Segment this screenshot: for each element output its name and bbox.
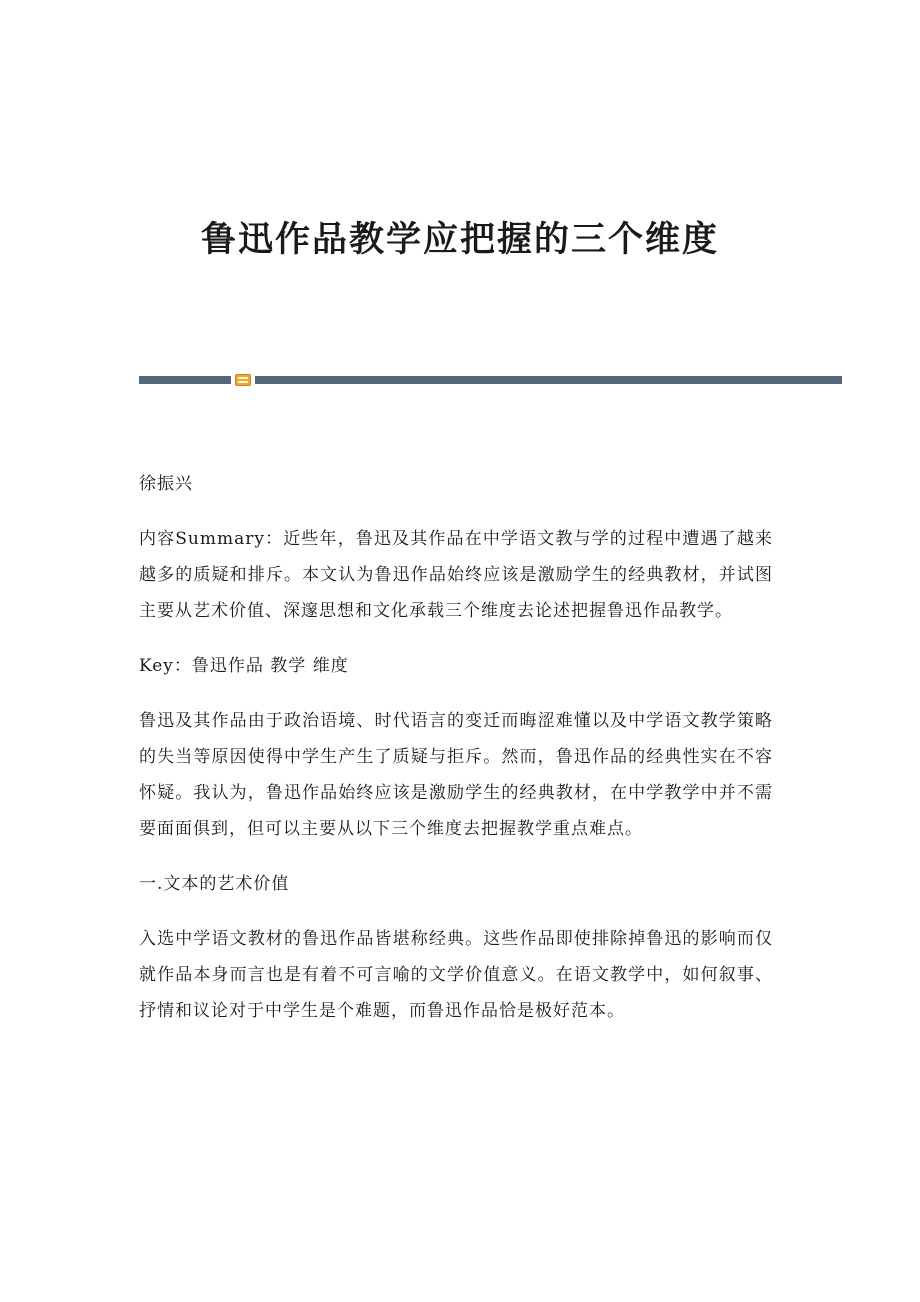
page-title: 鲁迅作品教学应把握的三个维度 bbox=[200, 220, 719, 260]
summary-paragraph: 内容Summary：近些年，鲁迅及其作品在中学语文教与学的过程中遭遇了越来越多的质疑和排斥。本文认为鲁迅作品始终应该是激励学生的经典教材，并试图主要从艺术价值、深邃思想和文化承载三个维度去论述把握鲁迅作品教学。 bbox=[139, 529, 773, 621]
keywords-line: Key：鲁迅作品 教学 维度 bbox=[139, 656, 349, 676]
divider-ornament-icon bbox=[235, 374, 251, 386]
document-body bbox=[139, 466, 773, 1048]
section-paragraph: 入选中学语文教材的鲁迅作品皆堪称经典。这些作品即使排除掉鲁迅的影响而仅就作品本身而言也是有着不可言喻的文学价值意义。在语文教学中，如何叙事、抒情和议论对于中学生是个难题，而鲁迅作品恰是极好范本。 bbox=[139, 929, 773, 1021]
title-divider bbox=[139, 374, 842, 386]
divider-bar-right bbox=[255, 376, 842, 384]
body-paragraph: 鲁迅及其作品由于政治语境、时代语言的变迁而晦涩难懂以及中学语文教学策略的失当等原因使得中学生产生了质疑与拒斥。然而，鲁迅作品的经典性实在不容怀疑。我认为，鲁迅作品始终应该是激励学生的经典教材，在中学教学中并不需要面面俱到，但可以主要从以下三个维度去把握教学重点难点。 bbox=[139, 711, 773, 839]
section-heading: 一.文本的艺术价值 bbox=[139, 874, 290, 894]
divider-bar-left bbox=[139, 376, 231, 384]
author-name: 徐振兴 bbox=[139, 474, 193, 494]
